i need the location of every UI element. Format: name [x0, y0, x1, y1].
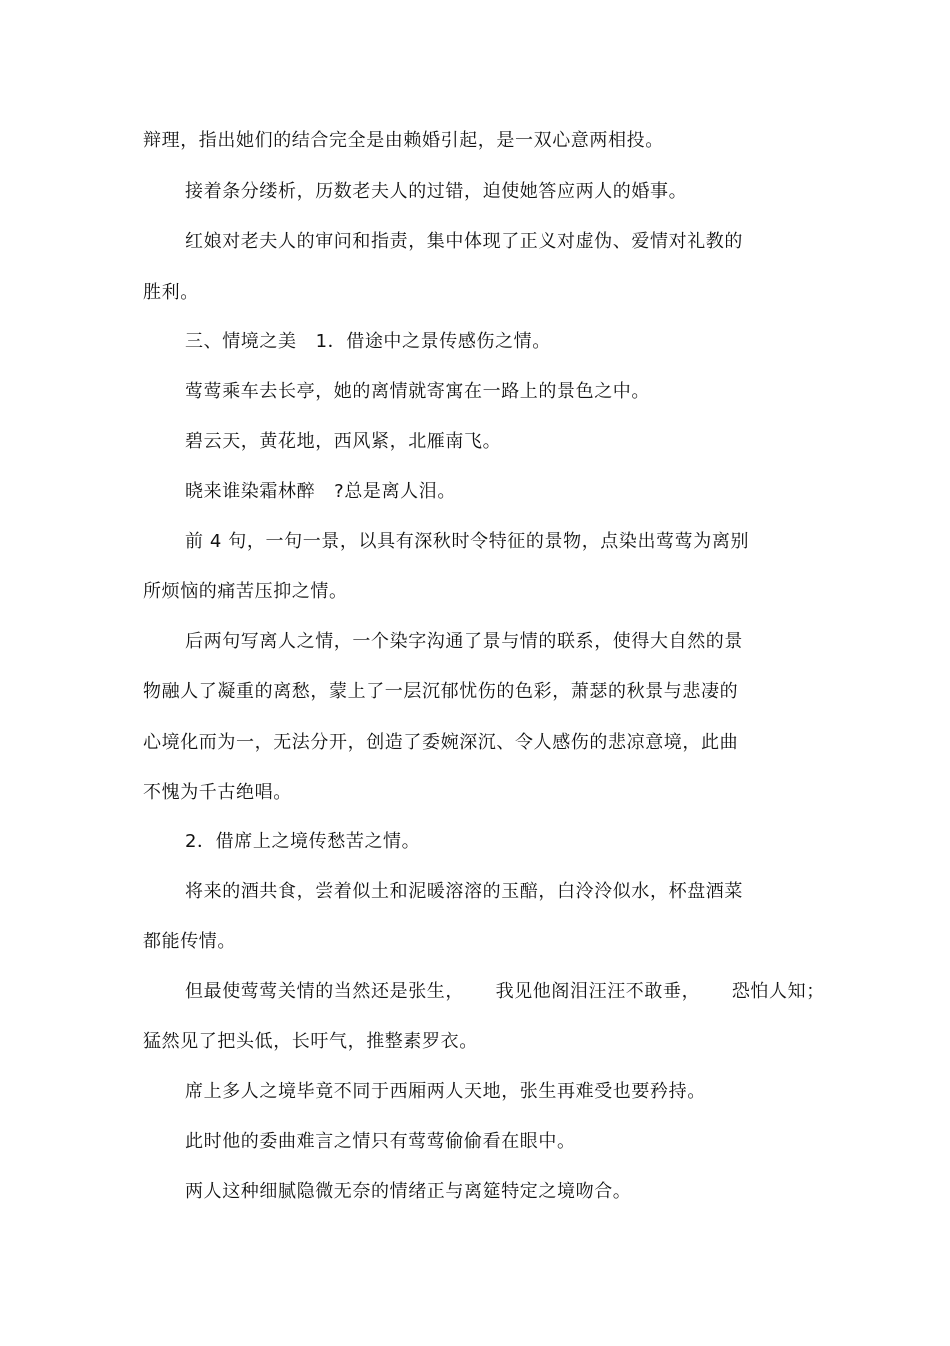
text-line: 都能传情。 — [143, 931, 236, 952]
text-line: 接着条分缕析，历数老夫人的过错，迫使她答应两人的婚事。 — [185, 181, 688, 202]
text-line: 物融人了凝重的离愁，蒙上了一层沉郁忧伤的色彩，萧瑟的秋景与悲凄的 — [143, 681, 739, 702]
text-line: 但最使莺莺关情的当然还是张生， 我见他阁泪汪汪不敢垂， 恐怕人知； — [185, 981, 825, 1002]
text-line: 后两句写离人之情，一个染字沟通了景与情的联系，使得大自然的景 — [185, 631, 743, 652]
text-line: 莺莺乘车去长亭，她的离情就寄寓在一路上的景色之中。 — [185, 381, 650, 402]
text-line: 晓来谁染霜林醉 ?总是离人泪。 — [185, 481, 456, 502]
text-line: 前 4 句，一句一景，以具有深秋时令特征的景物，点染出莺莺为离别 — [185, 531, 750, 552]
text-line: 不愧为千古绝唱。 — [143, 782, 292, 803]
text-line: 席上多人之境毕竟不同于西厢两人天地，张生再难受也要矜持。 — [185, 1081, 706, 1102]
text-line: 猛然见了把头低，长吁气，推整素罗衣。 — [143, 1031, 478, 1052]
text-line: 碧云天，黄花地，西风紧，北雁南飞。 — [185, 431, 502, 452]
section-heading: 2．借席上之境传愁苦之情。 — [185, 831, 421, 852]
text-line: 红娘对老夫人的审问和指责，集中体现了正义对虚伪、爱情对礼教的 — [185, 231, 743, 252]
text-line: 辩理，指出她们的结合完全是由赖婚引起，是一双心意两相投。 — [143, 130, 664, 151]
text-line: 所烦恼的痛苦压抑之情。 — [143, 581, 348, 602]
text-line: 将来的酒共食，尝着似土和泥暖溶溶的玉醅，白泠泠似水，杯盘酒菜 — [185, 881, 743, 902]
section-heading: 三、情境之美 1．借途中之景传感伤之情。 — [185, 331, 551, 352]
text-line: 两人这种细腻隐微无奈的情绪正与离筵特定之境吻合。 — [185, 1181, 632, 1202]
text-line: 心境化而为一，无法分开，创造了委婉深沉、令人感伤的悲凉意境，此曲 — [143, 732, 739, 753]
text-line: 此时他的委曲难言之情只有莺莺偷偷看在眼中。 — [185, 1131, 576, 1152]
text-line: 胜利。 — [143, 282, 199, 303]
